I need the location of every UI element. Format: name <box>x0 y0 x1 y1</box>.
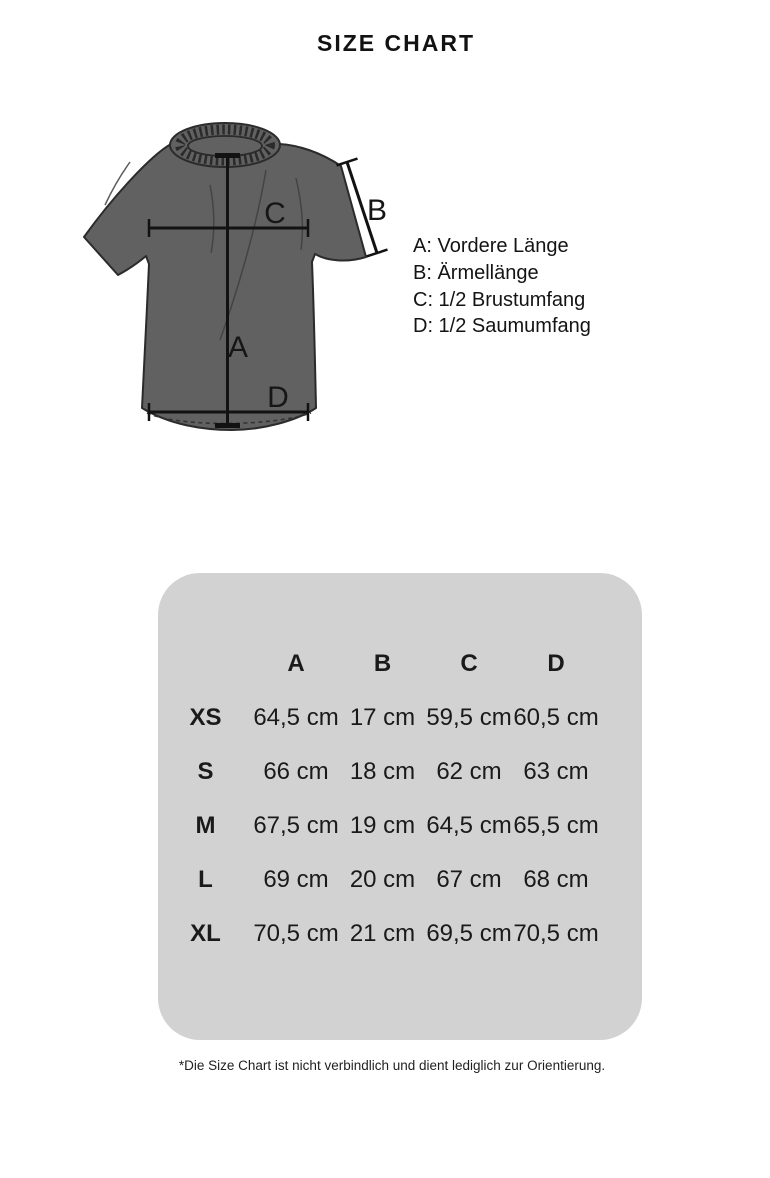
cell-value: 20 cm <box>349 866 416 893</box>
table-row-s <box>158 745 642 799</box>
column-header-b: B <box>373 650 392 677</box>
diagram-label-a: A <box>227 331 249 364</box>
cell-value: 70,5 cm <box>513 920 599 947</box>
row-label: L <box>198 866 213 893</box>
page-title: SIZE CHART <box>317 30 475 56</box>
table-header-row <box>158 637 642 691</box>
row-label: XS <box>189 704 222 731</box>
cell-value: 69 cm <box>263 866 329 893</box>
column-header-d: D <box>547 650 565 677</box>
cell-value: 69,5 cm <box>426 920 512 947</box>
row-label: XL <box>190 920 221 947</box>
table-row-m <box>158 799 642 853</box>
diagram-label-b: B <box>366 194 388 227</box>
cell-value: 19 cm <box>349 812 416 839</box>
legend-line-c: C: 1/2 Brustumfang <box>413 288 586 311</box>
tshirt-body <box>84 144 366 430</box>
cell-value: 60,5 cm <box>513 704 599 731</box>
table-row-xs <box>158 691 642 745</box>
diagram-label-c: C <box>264 197 286 230</box>
cell-value: 62 cm <box>436 758 502 785</box>
column-header-c: C <box>460 650 478 677</box>
row-label: M <box>195 812 216 839</box>
disclaimer-note: *Die Size Chart ist nicht verbindlich und dient lediglich zur Orientierung. <box>178 1058 606 1073</box>
tshirt-diagram <box>70 110 400 440</box>
column-header-a: A <box>287 650 305 677</box>
cell-value: 64,5 cm <box>426 812 512 839</box>
cell-value: 67 cm <box>436 866 502 893</box>
cell-value: 66 cm <box>263 758 329 785</box>
cell-value: 67,5 cm <box>253 812 339 839</box>
cell-value: 63 cm <box>523 758 589 785</box>
cell-value: 64,5 cm <box>253 704 339 731</box>
cell-value: 70,5 cm <box>253 920 339 947</box>
cell-value: 18 cm <box>349 758 416 785</box>
table-row-l <box>158 853 642 907</box>
cell-value: 17 cm <box>349 704 416 731</box>
size-table-panel <box>158 573 642 1040</box>
cell-value: 59,5 cm <box>426 704 512 731</box>
legend-line-a: A: Vordere Länge <box>413 235 569 257</box>
measurement-legend <box>413 233 591 340</box>
cell-value: 21 cm <box>349 920 416 947</box>
row-label: S <box>197 758 214 785</box>
cell-value: 65,5 cm <box>513 812 599 839</box>
legend-line-d: D: 1/2 Saumumfang <box>413 315 591 338</box>
dimension-a-bottom-cap <box>215 423 240 428</box>
diagram-label-d: D <box>267 381 289 414</box>
table-row-xl <box>158 907 642 961</box>
legend-line-b: B: Ärmellänge <box>413 261 539 284</box>
cell-value: 68 cm <box>523 866 589 893</box>
